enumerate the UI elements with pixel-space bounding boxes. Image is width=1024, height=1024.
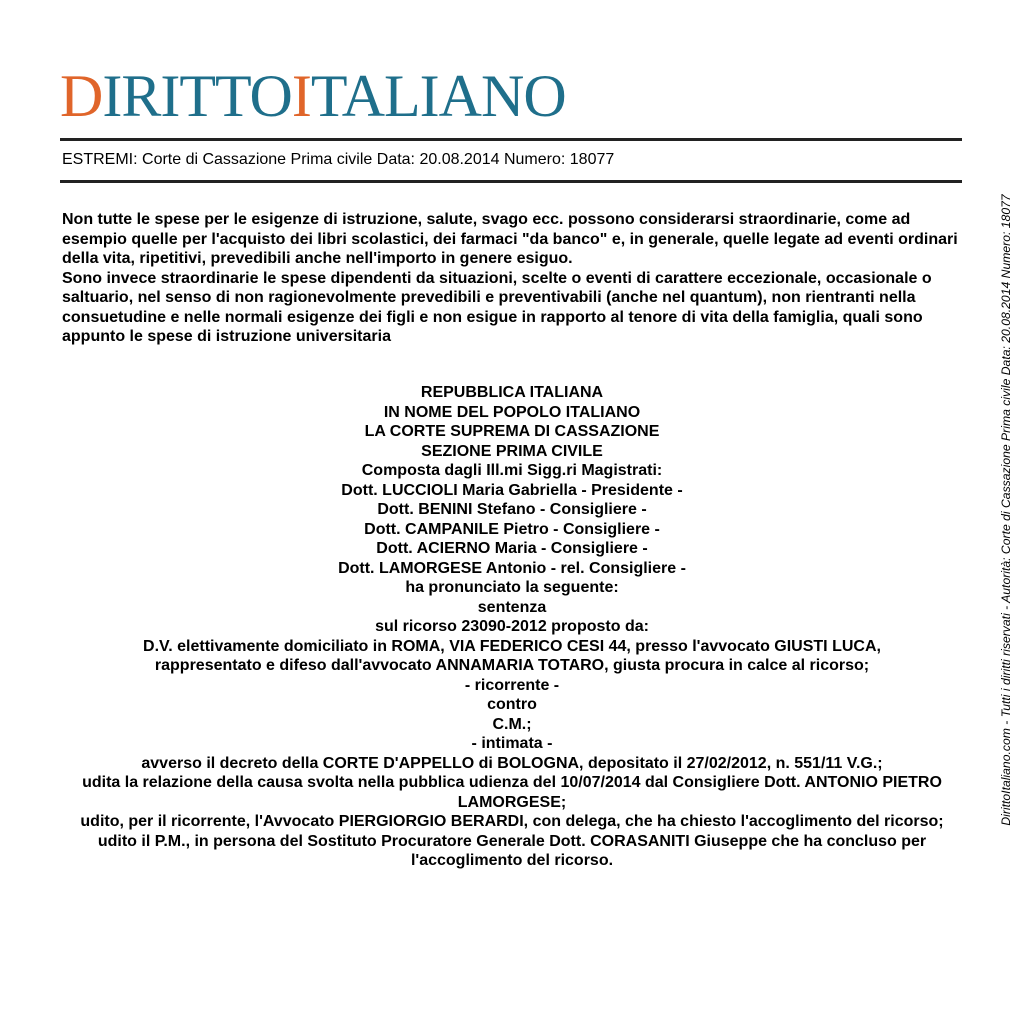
heading-corte: LA CORTE SUPREMA DI CASSAZIONE (364, 423, 660, 440)
proceeding-line: udita la relazione della causa svolta nella pubblica udienza del 10/07/2014 dal Consigliere Dott. ANTONIO PIETRO LAMORGESE; (82, 774, 942, 811)
header-divider-bottom (60, 180, 962, 183)
magistrate-line: Dott. ACIERNO Maria - Consigliere - (376, 540, 648, 557)
magistrates-intro: Composta dagli Ill.mi Sigg.ri Magistrati: (361, 462, 663, 479)
header-divider-top (60, 138, 962, 141)
proceeding-line: udito il P.M., in persona del Sostituto Procuratore Generale Dott. CORASANITI Giuseppe che ha concluso per l'accoglimento del ricorso. (97, 832, 927, 869)
magistrate-line: Dott. LUCCIOLI Maria Gabriella - Presidente - (341, 481, 683, 499)
logo-letter-d: D (60, 63, 103, 129)
role-label: - ricorrente - (464, 676, 560, 694)
logo-word-diritto: IRITTO (102, 63, 292, 129)
sentence-body (60, 383, 964, 871)
role-label: - intimata - (471, 735, 553, 752)
magistrate-line: Dott. BENINI Stefano - Consigliere - (377, 501, 647, 518)
heading-sezione: SEZIONE PRIMA CIVILE (421, 442, 603, 460)
site-logo[interactable] (60, 63, 566, 129)
party-name: C.M.; (492, 715, 532, 733)
party-line: D.V. elettivamente domiciliato in ROMA, VIA FEDERICO CESI 44, presso l'avvocato GIUSTI LUCA, (143, 637, 881, 655)
summary-paragraph: Non tutte le spese per le esigenze di istruzione, salute, svago ecc. possono considerarsi straordinarie, come ad esempio quelle per l'acquisto dei libri scolastici, dei farmaci "da banco" e, in generale, quelle legate ad eventi ordinari della vita, ripetitivi, prevedibili anche nell'importo in genere esiguo. (62, 211, 958, 267)
sentenza-label: sentenza (477, 598, 547, 616)
pronouncement-line: ha pronunciato la seguente: (405, 579, 619, 596)
proceeding-line: udito, per il ricorrente, l'Avvocato PIERGIORGIO BERARDI, con delega, che ha chiesto l'accoglimento del ricorso; (80, 813, 944, 830)
logo-letter-i: I (291, 63, 311, 129)
contro-label: contro (487, 696, 537, 713)
heading-repubblica: REPUBBLICA ITALIANA (420, 384, 604, 401)
document-references: ESTREMI: Corte di Cassazione Prima civile Data: 20.08.2014 Numero: 18077 (62, 151, 615, 168)
party-line: rappresentato e difeso dall'avvocato ANNAMARIA TOTARO, giusta procura in calce al ricorso; (154, 657, 870, 674)
magistrate-line: Dott. LAMORGESE Antonio - rel. Consigliere - (338, 559, 686, 577)
ricorso-line: sul ricorso 23090-2012 proposto da: (375, 618, 649, 635)
logo-word-italiano: TALIANO (310, 63, 566, 129)
magistrate-line: Dott. CAMPANILE Pietro - Consigliere - (364, 520, 660, 538)
heading-popolo: IN NOME DEL POPOLO ITALIANO (383, 403, 641, 421)
proceeding-line: avverso il decreto della CORTE D'APPELLO di BOLOGNA, depositato il 27/02/2012, n. 551/11 V.G.; (141, 754, 883, 772)
summary-paragraph: Sono invece straordinarie le spese dipendenti da situazioni, scelte o eventi di carattere eccezionale, occasionale o saltuario, nel senso di non ragionevolmente prevedibili e preventivabili (anche nel quantum), non rientranti nella consuetudine e nelle normali esigenze dei figli e non esigue in rapporto al tenore di vita della famiglia, quali sono appunto le spese di istruzione universitaria (62, 269, 932, 345)
summary-block (62, 210, 962, 347)
copyright-text: DirittoItaliano.com - Tutti i diritti riservati - Autorità: Corte di Cassazione Prima civile Data: 20.08.2014 Numero: 18077 (999, 194, 1013, 826)
